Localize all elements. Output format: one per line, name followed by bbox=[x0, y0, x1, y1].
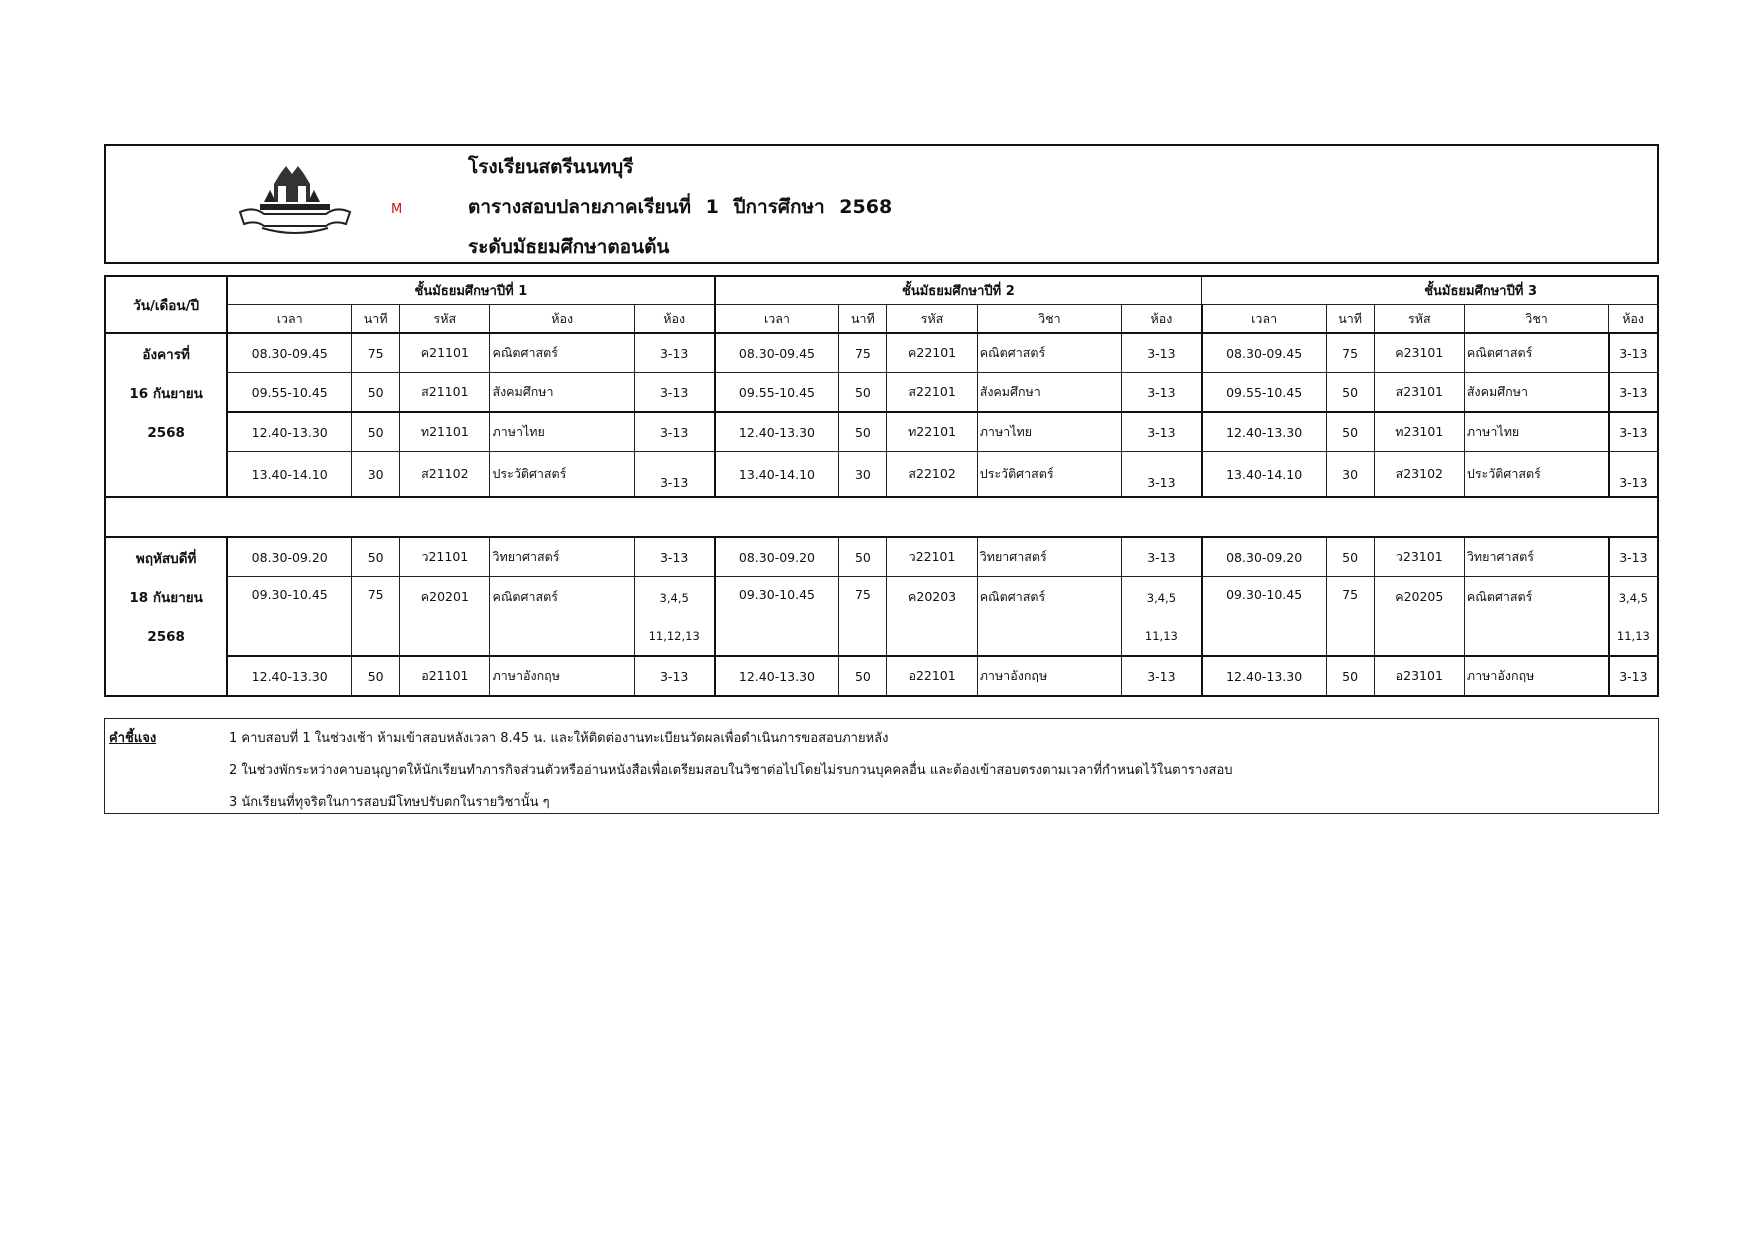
minutes-cell: 30 bbox=[839, 452, 887, 498]
subject-cell: ภาษาอังกฤษ bbox=[1464, 656, 1608, 696]
exam-schedule-table bbox=[104, 275, 1659, 697]
date-cell bbox=[105, 537, 227, 696]
school-name: โรงเรียนสตรีนนทบุรี bbox=[468, 156, 634, 178]
subject-cell: สังคมศึกษา bbox=[490, 373, 634, 413]
minutes-cell: 50 bbox=[1326, 656, 1374, 696]
time-cell: 09.55-10.45 bbox=[227, 373, 351, 413]
date-line: พฤหัสบดีที่ bbox=[135, 551, 197, 567]
level-m2-header: ชั้นมัธยมศึกษาปีที่ 2 bbox=[715, 276, 1202, 305]
subject-cell: วิทยาศาสตร์ bbox=[1464, 537, 1608, 577]
subject-cell: ภาษาอังกฤษ bbox=[490, 656, 634, 696]
room-line: 11,13 bbox=[1616, 629, 1650, 643]
notes-box bbox=[104, 718, 1659, 814]
room-cell: 3-13 bbox=[1122, 537, 1202, 577]
room-line: 11,12,13 bbox=[648, 629, 700, 643]
time-cell: 12.40-13.30 bbox=[1202, 412, 1326, 452]
minutes-cell: 75 bbox=[1326, 577, 1374, 657]
minutes-cell: 50 bbox=[352, 412, 400, 452]
room-line: 3,4,5 bbox=[1618, 591, 1648, 605]
minutes-cell: 50 bbox=[1326, 373, 1374, 413]
room-cell: 3-13 bbox=[1122, 412, 1202, 452]
col-code: รหัส bbox=[400, 305, 490, 334]
table-row bbox=[105, 537, 1658, 577]
time-cell: 09.30-10.45 bbox=[1202, 577, 1326, 657]
subject-cell: คณิตศาสตร์ bbox=[1464, 333, 1608, 373]
room-line: 3,4,5 bbox=[659, 591, 689, 605]
code-cell: อ22101 bbox=[887, 656, 977, 696]
code-cell: ส22101 bbox=[887, 373, 977, 413]
time-cell: 08.30-09.20 bbox=[227, 537, 351, 577]
col-time: เวลา bbox=[715, 305, 839, 334]
room-cell bbox=[1609, 577, 1658, 657]
table-row bbox=[105, 373, 1658, 413]
time-cell: 08.30-09.20 bbox=[1202, 537, 1326, 577]
subject-cell: คณิตศาสตร์ bbox=[1464, 577, 1608, 657]
col-minutes: นาที bbox=[1326, 305, 1374, 334]
time-cell: 12.40-13.30 bbox=[227, 656, 351, 696]
table-row bbox=[105, 452, 1658, 498]
code-cell: ท22101 bbox=[887, 412, 977, 452]
subject-cell: สังคมศึกษา bbox=[977, 373, 1121, 413]
subject-cell: ประวัติศาสตร์ bbox=[1464, 452, 1608, 498]
time-cell: 09.55-10.45 bbox=[1202, 373, 1326, 413]
date-column-header: วัน/เดือน/ปี bbox=[105, 276, 227, 333]
code-cell: ส21101 bbox=[400, 373, 490, 413]
col-room: ห้อง bbox=[1609, 305, 1658, 334]
room-cell: 3-13 bbox=[1122, 452, 1202, 498]
code-cell: ท21101 bbox=[400, 412, 490, 452]
room-cell: 3-13 bbox=[634, 373, 714, 413]
date-line: 16 กันยายน bbox=[129, 386, 203, 402]
room-cell: 3-13 bbox=[634, 452, 714, 498]
code-cell: ค20201 bbox=[400, 577, 490, 657]
column-header-row bbox=[105, 305, 1658, 334]
notes-label: คำชี้แจง bbox=[109, 731, 157, 746]
time-cell: 12.40-13.30 bbox=[1202, 656, 1326, 696]
col-minutes: นาที bbox=[352, 305, 400, 334]
level-m1-header: ชั้นมัธยมศึกษาปีที่ 1 bbox=[227, 276, 714, 305]
time-cell: 12.40-13.30 bbox=[227, 412, 351, 452]
room-cell: 3-13 bbox=[1122, 333, 1202, 373]
minutes-cell: 50 bbox=[352, 537, 400, 577]
minutes-cell: 30 bbox=[352, 452, 400, 498]
minutes-cell: 75 bbox=[839, 577, 887, 657]
subject-cell: ประวัติศาสตร์ bbox=[977, 452, 1121, 498]
time-cell: 12.40-13.30 bbox=[715, 412, 839, 452]
minutes-cell: 75 bbox=[352, 333, 400, 373]
subject-cell: ภาษาไทย bbox=[490, 412, 634, 452]
spacer-row bbox=[105, 497, 1658, 537]
code-cell: อ23101 bbox=[1374, 656, 1464, 696]
time-cell: 08.30-09.20 bbox=[715, 537, 839, 577]
code-cell: ว21101 bbox=[400, 537, 490, 577]
minutes-cell: 75 bbox=[1326, 333, 1374, 373]
exam-title-part: ตารางสอบปลายภาคเรียนที่ bbox=[468, 196, 691, 218]
date-line: 2568 bbox=[147, 425, 185, 441]
time-cell: 09.30-10.45 bbox=[227, 577, 351, 657]
minutes-cell: 75 bbox=[839, 333, 887, 373]
room-cell: 3-13 bbox=[1609, 656, 1658, 696]
subject-cell: คณิตศาสตร์ bbox=[490, 577, 634, 657]
minutes-cell: 50 bbox=[1326, 412, 1374, 452]
col-subject: วิชา bbox=[977, 305, 1121, 334]
exam-title bbox=[468, 192, 900, 222]
col-code: รหัส bbox=[887, 305, 977, 334]
code-cell: ค20203 bbox=[887, 577, 977, 657]
minutes-cell: 75 bbox=[352, 577, 400, 657]
minutes-cell: 50 bbox=[839, 656, 887, 696]
room-cell: 3-13 bbox=[634, 537, 714, 577]
subject-cell: วิทยาศาสตร์ bbox=[490, 537, 634, 577]
table-row bbox=[105, 577, 1658, 657]
col-time: เวลา bbox=[227, 305, 351, 334]
time-cell: 13.40-14.10 bbox=[715, 452, 839, 498]
col-room: ห้อง bbox=[634, 305, 714, 334]
subject-cell: วิทยาศาสตร์ bbox=[977, 537, 1121, 577]
subject-cell: ประวัติศาสตร์ bbox=[490, 452, 634, 498]
room-cell: 3-13 bbox=[634, 412, 714, 452]
room-cell: 3-13 bbox=[634, 333, 714, 373]
room-cell: 3-13 bbox=[1609, 373, 1658, 413]
code-cell: ค21101 bbox=[400, 333, 490, 373]
code-cell: ว22101 bbox=[887, 537, 977, 577]
subject-cell: คณิตศาสตร์ bbox=[977, 577, 1121, 657]
date-line: อังคารที่ bbox=[142, 347, 190, 363]
code-cell: ส23101 bbox=[1374, 373, 1464, 413]
subject-cell: สังคมศึกษา bbox=[1464, 373, 1608, 413]
col-subject: วิชา bbox=[1464, 305, 1608, 334]
room-cell: 3-13 bbox=[1122, 373, 1202, 413]
code-cell: ค20205 bbox=[1374, 577, 1464, 657]
minutes-cell: 50 bbox=[839, 373, 887, 413]
col-time: เวลา bbox=[1202, 305, 1326, 334]
room-cell: 3-13 bbox=[1609, 537, 1658, 577]
note-item: 3 นักเรียนที่ทุจริตในการสอบมีโทษปรับตกในรายวิชานั้น ๆ bbox=[229, 795, 550, 810]
minutes-cell: 50 bbox=[352, 656, 400, 696]
table-row bbox=[105, 412, 1658, 452]
code-cell: ส21102 bbox=[400, 452, 490, 498]
mark-letter: M bbox=[391, 202, 403, 217]
header-box bbox=[104, 144, 1659, 264]
level-header-row bbox=[105, 276, 1658, 305]
code-cell: ส22102 bbox=[887, 452, 977, 498]
date-line: 18 กันยายน bbox=[129, 590, 203, 606]
minutes-cell: 50 bbox=[352, 373, 400, 413]
time-cell: 09.55-10.45 bbox=[715, 373, 839, 413]
time-cell: 13.40-14.10 bbox=[227, 452, 351, 498]
minutes-cell: 50 bbox=[1326, 537, 1374, 577]
subject-cell: คณิตศาสตร์ bbox=[977, 333, 1121, 373]
room-cell: 3-13 bbox=[634, 656, 714, 696]
time-cell: 08.30-09.45 bbox=[1202, 333, 1326, 373]
date-line: 2568 bbox=[147, 629, 185, 645]
col-minutes: นาที bbox=[839, 305, 887, 334]
time-cell: 08.30-09.45 bbox=[227, 333, 351, 373]
school-emblem-icon bbox=[234, 160, 356, 238]
code-cell: ค23101 bbox=[1374, 333, 1464, 373]
time-cell: 13.40-14.10 bbox=[1202, 452, 1326, 498]
subject-cell: ภาษาอังกฤษ bbox=[977, 656, 1121, 696]
room-cell: 3-13 bbox=[1609, 333, 1658, 373]
level-m3-header: ชั้นมัธยมศึกษาปีที่ 3 bbox=[1202, 276, 1658, 305]
exam-title-part: 2568 bbox=[839, 196, 893, 218]
table-row bbox=[105, 656, 1658, 696]
code-cell: ว23101 bbox=[1374, 537, 1464, 577]
col-code: รหัส bbox=[1374, 305, 1464, 334]
col-subject: ห้อง bbox=[490, 305, 634, 334]
time-cell: 09.30-10.45 bbox=[715, 577, 839, 657]
note-item: 1 คาบสอบที่ 1 ในช่วงเช้า ห้ามเข้าสอบหลังเวลา 8.45 น. และให้ติดต่องานทะเบียนวัดผลเพื่อดำเนินการขอสอบภายหลัง bbox=[229, 731, 889, 746]
level-title: ระดับมัธยมศึกษาตอนต้น bbox=[468, 236, 670, 258]
code-cell: ค22101 bbox=[887, 333, 977, 373]
code-cell: ส23102 bbox=[1374, 452, 1464, 498]
exam-title-part: ปีการศึกษา bbox=[733, 196, 825, 218]
subject-cell: ภาษาไทย bbox=[1464, 412, 1608, 452]
room-cell: 3-13 bbox=[1609, 452, 1658, 498]
code-cell: อ21101 bbox=[400, 656, 490, 696]
subject-cell: ภาษาไทย bbox=[977, 412, 1121, 452]
room-cell: 3-13 bbox=[1609, 412, 1658, 452]
time-cell: 12.40-13.30 bbox=[715, 656, 839, 696]
date-cell bbox=[105, 333, 227, 497]
col-room: ห้อง bbox=[1122, 305, 1202, 334]
time-cell: 08.30-09.45 bbox=[715, 333, 839, 373]
exam-title-part: 1 bbox=[705, 196, 719, 218]
note-item: 2 ในช่วงพักระหว่างคาบอนุญาตให้นักเรียนทำภารกิจส่วนตัวหรืออ่านหนังสือเพื่อเตรียมสอบในวิชาต่อไปโดยไม่รบกวนบุคคลอื่น และต้องเข้าสอบตรงตามเวลาที่กำหนดไว้ในตารางสอบ bbox=[229, 763, 1233, 778]
minutes-cell: 50 bbox=[839, 537, 887, 577]
minutes-cell: 50 bbox=[839, 412, 887, 452]
room-cell bbox=[1122, 577, 1202, 657]
room-cell: 3-13 bbox=[1122, 656, 1202, 696]
subject-cell: คณิตศาสตร์ bbox=[490, 333, 634, 373]
room-line: 11,13 bbox=[1144, 629, 1178, 643]
minutes-cell: 30 bbox=[1326, 452, 1374, 498]
spacer-cell bbox=[105, 497, 1658, 537]
room-cell bbox=[634, 577, 714, 657]
table-row bbox=[105, 333, 1658, 373]
room-line: 3,4,5 bbox=[1146, 591, 1177, 605]
code-cell: ท23101 bbox=[1374, 412, 1464, 452]
